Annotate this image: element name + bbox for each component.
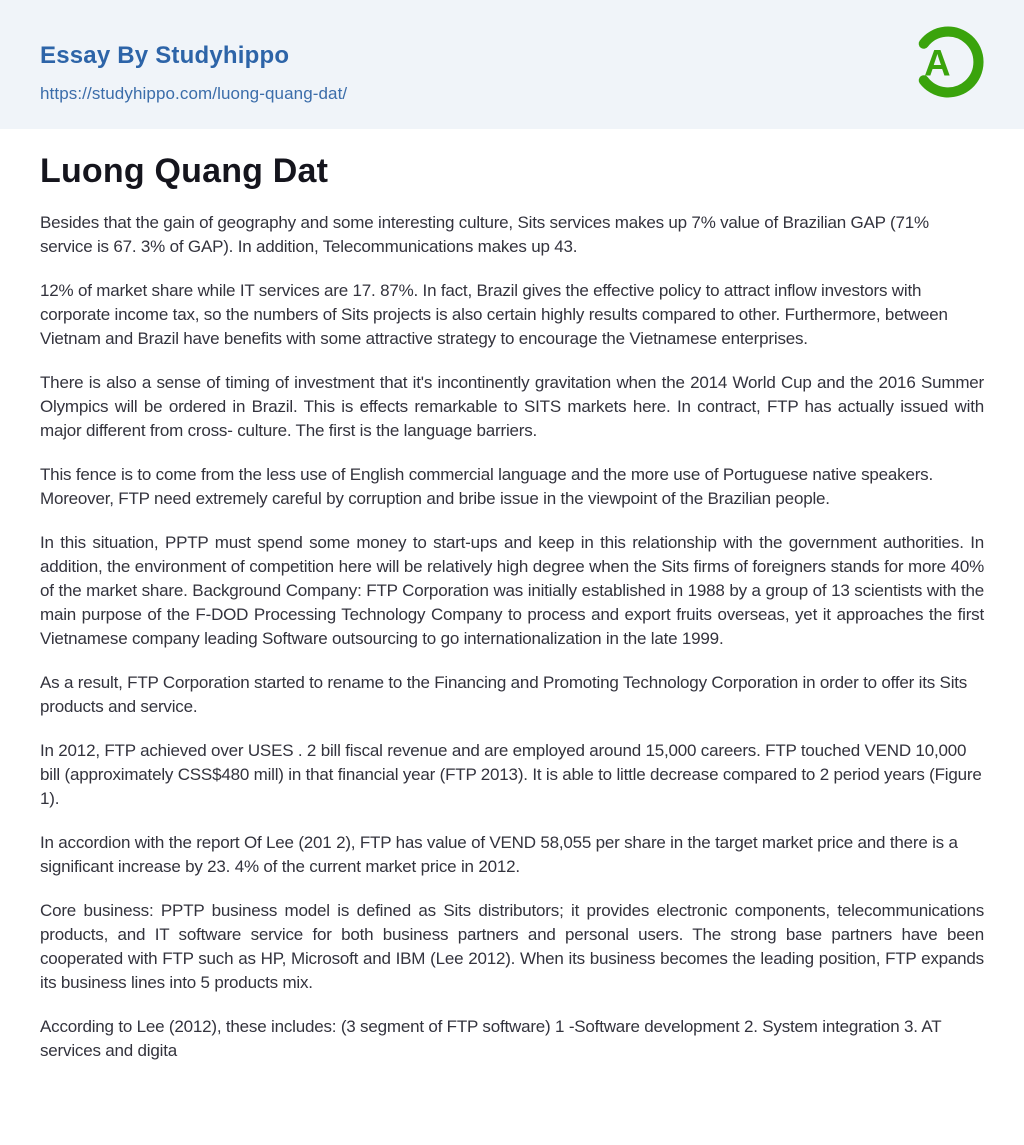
studyhippo-logo <box>907 22 985 102</box>
paragraph-2: 12% of market share while IT services are 17. 87%. In fact, Brazil gives the effective policy to attract inflow investors with corporate income tax, so the numbers of Sits projects is also certain highly results compared to other. Furthermore, between Vietnam and Brazil have benefits with some attractive strategy to encourage the Vietnamese enterprises. <box>40 281 948 348</box>
paragraph-5: In this situation, PPTP must spend some money to start-ups and keep in this relationship with the government authorities. In addition, the environment of competition here will be relatively high degree when the Sits firms of foreigners stands for more 40% of the market share. Background Company: FTP Corporation was initially established in 1988 by a group of 13 scientists with the main purpose of the F-DOD Processing Technology Company to process and export fruits overseas, yet it approaches the first Vietnamese company leading Software outsourcing to go internationalization in the late 1999. <box>40 533 984 648</box>
paragraph-6: As a result, FTP Corporation started to rename to the Financing and Promoting Technology Corporation in order to offer its Sits products and service. <box>40 673 968 716</box>
paragraph-9: Core business: PPTP business model is defined as Sits distributors; it provides electronic components, telecommunications products, and IT software service for both business partners and personal users. The strong base partners have been cooperated with FTP such as HP, Microsoft and IBM (Lee 2012). When its business becomes the leading position, FTP expands its business lines into 5 products mix. <box>40 901 984 992</box>
logo-ring-icon <box>907 22 985 102</box>
site-title: Essay By Studyhippo <box>40 42 290 69</box>
paragraph-1: Besides that the gain of geography and some interesting culture, Sits services makes up 7% value of Brazilian GAP (71% service is 67. 3% of GAP). In addition, Telecommunications makes up 43. <box>40 213 929 256</box>
article-title: Luong Quang Dat <box>40 152 329 190</box>
article <box>0 129 1024 1063</box>
site-url-link[interactable]: https://studyhippo.com/luong-quang-dat/ <box>40 84 348 103</box>
paragraph-7: In 2012, FTP achieved over USES . 2 bill fiscal revenue and are employed around 15,000 careers. FTP touched VEND 10,000 bill (approximately CSS$480 mill) in that financial year (FTP 2013). It is able to little decrease compared to 2 period years (Figure 1). <box>40 741 982 808</box>
page-header <box>0 0 1024 129</box>
paragraph-3: There is also a sense of timing of investment that it's incontinently gravitation when the 2014 World Cup and the 2016 Summer Olympics will be ordered in Brazil. This is effects remarkable to SITS markets here. In contract, FTP has actually issued with major different from cross- culture. The first is the language barriers. <box>40 373 984 440</box>
paragraph-4: This fence is to come from the less use of English commercial language and the more use of Portuguese native speakers. Moreover, FTP need extremely careful by corruption and bribe issue in the viewpoint of the Brazilian people. <box>40 465 933 508</box>
paragraph-8: In accordion with the report Of Lee (201 2), FTP has value of VEND 58,055 per share in the target market price and there is a significant increase by 23. 4% of the current market price in 2012. <box>40 833 958 876</box>
logo-a-icon: A <box>924 42 951 84</box>
paragraph-10: According to Lee (2012), these includes: (3 segment of FTP software) 1 -Software development 2. System integration 3. AT services and digita <box>40 1017 942 1060</box>
